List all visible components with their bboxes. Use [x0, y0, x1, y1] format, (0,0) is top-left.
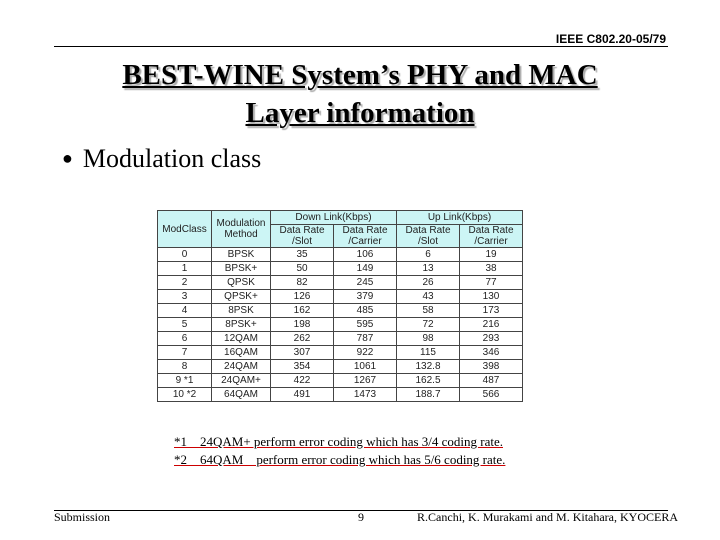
table-cell: 162.5 [397, 374, 460, 388]
table-cell: QPSK [212, 276, 271, 290]
bullet-icon: ● [62, 148, 73, 168]
table-row [158, 290, 523, 304]
table-cell: 115 [397, 346, 460, 360]
table-cell: 13 [397, 262, 460, 276]
table-cell: 8PSK+ [212, 318, 271, 332]
table-cell: 595 [334, 318, 397, 332]
table-cell: 1 [158, 262, 212, 276]
table-cell: 0 [158, 248, 212, 262]
footnote-1: *1 24QAM+ perform error coding which has 3/4 coding rate. [174, 434, 503, 449]
table-row [158, 360, 523, 374]
footer-authors: R.Canchi, K. Murakami and M. Kitahara, KYOCERA [417, 510, 678, 524]
table-cell: 149 [334, 262, 397, 276]
table-cell: 2 [158, 276, 212, 290]
table-cell: 422 [271, 374, 334, 388]
table-row [158, 262, 523, 276]
table-cell: 6 [397, 248, 460, 262]
table-cell: 379 [334, 290, 397, 304]
table-row [158, 332, 523, 346]
table-cell: 98 [397, 332, 460, 346]
table-cell: 64QAM [212, 388, 271, 402]
table-cell: 566 [460, 388, 523, 402]
header-rule [54, 46, 668, 47]
col-uplink: Up Link(Kbps) [397, 211, 523, 225]
title-line-1: BEST-WINE System’s PHY and MAC [122, 59, 598, 91]
table-cell: 346 [460, 346, 523, 360]
modulation-table [157, 210, 523, 402]
table-row [158, 276, 523, 290]
table-cell: 19 [460, 248, 523, 262]
title-line-2: Layer information [245, 97, 475, 129]
table-cell: 77 [460, 276, 523, 290]
table-cell: 354 [271, 360, 334, 374]
table-row [158, 346, 523, 360]
table-row [158, 318, 523, 332]
col-down-slot: Data Rate /Slot [271, 225, 334, 248]
table-cell: 106 [334, 248, 397, 262]
table-cell: BPSK+ [212, 262, 271, 276]
table-cell: 24QAM [212, 360, 271, 374]
table-cell: 43 [397, 290, 460, 304]
footnotes [174, 433, 505, 469]
table-cell: 487 [460, 374, 523, 388]
table-cell: 3 [158, 290, 212, 304]
table-cell: 8PSK [212, 304, 271, 318]
table-cell: 26 [397, 276, 460, 290]
bullet-text: Modulation class [82, 144, 262, 173]
table-cell: 7 [158, 346, 212, 360]
table-cell: 38 [460, 262, 523, 276]
table-cell: 1061 [334, 360, 397, 374]
table-cell: 4 [158, 304, 212, 318]
table-row [158, 388, 523, 402]
table-cell: BPSK [212, 248, 271, 262]
bullet-item [62, 144, 261, 174]
table-cell: 82 [271, 276, 334, 290]
table-cell: 293 [460, 332, 523, 346]
table-cell: 216 [460, 318, 523, 332]
table-cell: 173 [460, 304, 523, 318]
table-cell: 8 [158, 360, 212, 374]
table-row [158, 304, 523, 318]
col-downlink: Down Link(Kbps) [271, 211, 397, 225]
table-cell: 126 [271, 290, 334, 304]
table-cell: 1473 [334, 388, 397, 402]
table-cell: 922 [334, 346, 397, 360]
table-cell: 1267 [334, 374, 397, 388]
table-cell: 16QAM [212, 346, 271, 360]
table-cell: 162 [271, 304, 334, 318]
table-row [158, 374, 523, 388]
table-cell: 12QAM [212, 332, 271, 346]
table-cell: 35 [271, 248, 334, 262]
table-cell: 9 *1 [158, 374, 212, 388]
footer-submission: Submission [54, 510, 111, 524]
table-cell: 307 [271, 346, 334, 360]
table-cell: 5 [158, 318, 212, 332]
table-cell: QPSK+ [212, 290, 271, 304]
table-cell: 6 [158, 332, 212, 346]
table-cell: 72 [397, 318, 460, 332]
table-cell: 485 [334, 304, 397, 318]
table-cell: 262 [271, 332, 334, 346]
doc-id: IEEE C802.20-05/79 [555, 32, 666, 46]
table-cell: 491 [271, 388, 334, 402]
col-method: Modulation Method [212, 211, 271, 248]
table-cell: 50 [271, 262, 334, 276]
table-cell: 10 *2 [158, 388, 212, 402]
table-row [158, 248, 523, 262]
table-cell: 132.8 [397, 360, 460, 374]
col-up-carrier: Data Rate /Carrier [460, 225, 523, 248]
slide-title [0, 56, 720, 132]
table-cell: 787 [334, 332, 397, 346]
table-cell: 24QAM+ [212, 374, 271, 388]
table-cell: 198 [271, 318, 334, 332]
table-cell: 245 [334, 276, 397, 290]
col-modclass: ModClass [158, 211, 212, 248]
table-cell: 398 [460, 360, 523, 374]
col-up-slot: Data Rate /Slot [397, 225, 460, 248]
table-cell: 188.7 [397, 388, 460, 402]
col-down-carrier: Data Rate /Carrier [334, 225, 397, 248]
table-cell: 130 [460, 290, 523, 304]
table-cell: 58 [397, 304, 460, 318]
page-number: 9 [358, 510, 364, 524]
footnote-2: *2 64QAM perform error coding which has 5/6 coding rate. [174, 452, 506, 467]
